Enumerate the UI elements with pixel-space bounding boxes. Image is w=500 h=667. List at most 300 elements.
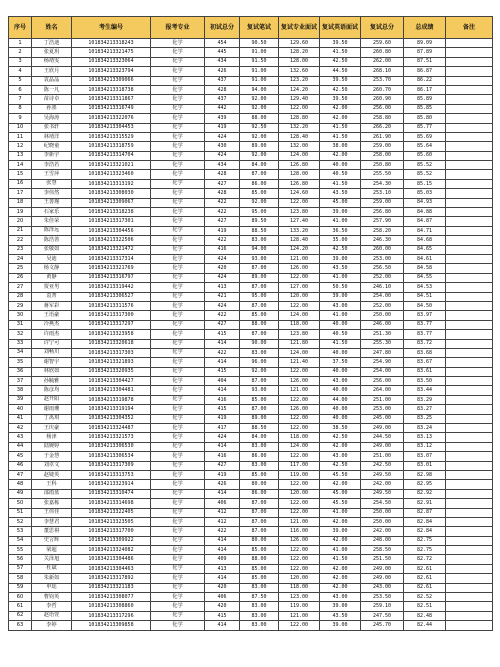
table-row <box>9 433 493 442</box>
cell-initial-score: 412 <box>205 508 240 517</box>
cell-name: 袁晶晶 <box>32 76 72 85</box>
cell-initial-score: 426 <box>205 67 240 76</box>
cell-remark <box>446 273 493 282</box>
cell-remark <box>446 414 493 423</box>
table-body <box>9 39 493 631</box>
cell-remark <box>446 76 493 85</box>
cell-major: 化学 <box>151 114 205 123</box>
cell-retest-total: 254.50 <box>361 499 404 508</box>
cell-name: 陈一凡 <box>32 85 72 94</box>
cell-major-interview: 123.80 <box>279 208 320 217</box>
cell-written: 86.00 <box>240 489 279 498</box>
cell-remark <box>446 179 493 188</box>
cell-exam-id: 101834213323460 <box>72 170 151 179</box>
cell-final-score: 86.22 <box>404 76 446 85</box>
cell-exam-id: 101834213323794 <box>72 67 151 76</box>
cell-english-interview: 40.00 <box>320 161 361 170</box>
cell-initial-score: 414 <box>205 574 240 583</box>
cell-seq: 59 <box>9 583 32 592</box>
cell-major: 化学 <box>151 386 205 395</box>
cell-name: 孙墨 <box>32 104 72 113</box>
cell-major: 化学 <box>151 405 205 414</box>
cell-final-score: 83.44 <box>404 386 446 395</box>
cell-name: 黄静 <box>32 273 72 282</box>
cell-written: 92.00 <box>240 367 279 376</box>
cell-written: 93.00 <box>240 386 279 395</box>
cell-written: 86.00 <box>240 452 279 461</box>
cell-final-score: 87.89 <box>404 48 446 57</box>
cell-final-score: 85.85 <box>404 104 446 113</box>
cell-written: 89.50 <box>240 217 279 226</box>
cell-initial-score: 414 <box>205 358 240 367</box>
cell-written: 94.00 <box>240 245 279 254</box>
cell-initial-score: 430 <box>205 142 240 151</box>
cell-remark <box>446 480 493 489</box>
cell-written: 89.00 <box>240 414 279 423</box>
cell-exam-id: 101834213306534 <box>72 452 151 461</box>
cell-final-score: 83.77 <box>404 330 446 339</box>
cell-seq: 38 <box>9 386 32 395</box>
cell-initial-score: 422 <box>205 311 240 320</box>
cell-retest-total: 247.50 <box>361 611 404 620</box>
cell-name: 李婷 <box>32 621 72 630</box>
cell-major: 化学 <box>151 123 205 132</box>
cell-initial-score: 426 <box>205 480 240 489</box>
cell-retest-total: 251.00 <box>361 395 404 404</box>
cell-name: 董思祺 <box>32 527 72 536</box>
table-row <box>9 424 493 433</box>
table-row <box>9 264 493 273</box>
cell-major-interview: 132.00 <box>279 142 320 151</box>
cell-retest-total: 245.70 <box>361 621 404 630</box>
cell-name: 冷燕杰 <box>32 320 72 329</box>
cell-retest-total: 242.00 <box>361 480 404 489</box>
cell-exam-id: 101834213318759 <box>72 142 151 151</box>
cell-english-interview: 41.00 <box>320 217 361 226</box>
cell-initial-score: 413 <box>205 564 240 573</box>
cell-final-score: 84.51 <box>404 292 446 301</box>
cell-major-interview: 122.00 <box>279 273 320 282</box>
cell-major-interview: 122.00 <box>279 621 320 630</box>
cell-retest-total: 253.50 <box>361 593 404 602</box>
cell-major-interview: 122.00 <box>279 546 320 555</box>
cell-name: 吴迪 <box>32 254 72 263</box>
cell-major: 化学 <box>151 57 205 66</box>
cell-seq: 10 <box>9 123 32 132</box>
cell-english-interview: 40.00 <box>320 367 361 376</box>
cell-major: 化学 <box>151 330 205 339</box>
cell-major: 化学 <box>151 414 205 423</box>
cell-final-score: 84.61 <box>404 254 446 263</box>
cell-remark <box>446 104 493 113</box>
cell-initial-score: 413 <box>205 283 240 292</box>
cell-name: 王欣月 <box>32 67 72 76</box>
cell-seq: 45 <box>9 452 32 461</box>
table-row <box>9 480 493 489</box>
cell-final-score: 82.61 <box>404 583 446 592</box>
cell-final-score: 85.52 <box>404 170 446 179</box>
cell-major: 化学 <box>151 170 205 179</box>
cell-name: 袁菁 <box>32 292 72 301</box>
cell-major: 化学 <box>151 452 205 461</box>
cell-written: 88.00 <box>240 114 279 123</box>
cell-retest-total: 256.00 <box>361 104 404 113</box>
cell-retest-total: 254.00 <box>361 292 404 301</box>
cell-initial-score: 414 <box>205 339 240 348</box>
cell-exam-id: 101834213304456 <box>72 226 151 235</box>
cell-exam-id: 101834213304481 <box>72 386 151 395</box>
cell-written: 87.00 <box>240 301 279 310</box>
cell-exam-id: 101834213318238 <box>72 208 151 217</box>
cell-seq: 43 <box>9 433 32 442</box>
header-major: 报考专业 <box>151 17 205 39</box>
table-row <box>9 57 493 66</box>
cell-seq: 17 <box>9 189 32 198</box>
cell-english-interview: 45.50 <box>320 470 361 479</box>
cell-name: 张敬如 <box>32 245 72 254</box>
cell-final-score: 84.50 <box>404 301 446 310</box>
cell-seq: 39 <box>9 395 32 404</box>
cell-name: 许雨杰 <box>32 330 72 339</box>
cell-written: 87.00 <box>240 527 279 536</box>
cell-exam-id: 101834213321472 <box>72 245 151 254</box>
cell-retest-total: 243.00 <box>361 583 404 592</box>
cell-remark <box>446 621 493 630</box>
table-row <box>9 442 493 451</box>
cell-written: 90.00 <box>240 339 279 348</box>
table-row <box>9 292 493 301</box>
cell-english-interview: 43.00 <box>320 452 361 461</box>
cell-retest-total: 250.00 <box>361 517 404 526</box>
cell-name: 梁超 <box>32 546 72 555</box>
cell-remark <box>446 245 493 254</box>
table-row <box>9 546 493 555</box>
cell-major: 化学 <box>151 104 205 113</box>
cell-final-score: 89.09 <box>404 39 446 48</box>
cell-name: 李伟然 <box>32 189 72 198</box>
cell-name: 石家乐 <box>32 208 72 217</box>
cell-seq: 63 <box>9 621 32 630</box>
cell-initial-score: 416 <box>205 452 240 461</box>
cell-seq: 4 <box>9 67 32 76</box>
cell-written: 92.00 <box>240 104 279 113</box>
table-row <box>9 320 493 329</box>
cell-seq: 51 <box>9 508 32 517</box>
cell-major-interview: 122.00 <box>279 301 320 310</box>
cell-english-interview: 42.00 <box>320 536 361 545</box>
table-row <box>9 76 493 85</box>
cell-remark <box>446 358 493 367</box>
table-row <box>9 161 493 170</box>
header-final-score: 总成绩 <box>404 17 446 39</box>
cell-seq: 1 <box>9 39 32 48</box>
cell-initial-score: 420 <box>205 602 240 611</box>
cell-initial-score: 420 <box>205 583 240 592</box>
cell-initial-score: 412 <box>205 517 240 526</box>
cell-initial-score: 434 <box>205 57 240 66</box>
cell-name: 陈浩善 <box>32 236 72 245</box>
cell-initial-score: 427 <box>205 320 240 329</box>
cell-major: 化学 <box>151 198 205 207</box>
cell-major: 化学 <box>151 583 205 592</box>
cell-written: 85.00 <box>240 470 279 479</box>
cell-exam-id: 101834213317309 <box>72 461 151 470</box>
cell-written: 89.00 <box>240 142 279 151</box>
cell-english-interview: 42.00 <box>320 104 361 113</box>
cell-retest-total: 254.90 <box>361 358 404 367</box>
cell-initial-score: 428 <box>205 189 240 198</box>
cell-major: 化学 <box>151 461 205 470</box>
cell-seq: 27 <box>9 283 32 292</box>
cell-exam-id: 101834213306530 <box>72 442 151 451</box>
cell-retest-total: 245.00 <box>361 414 404 423</box>
cell-written: 83.00 <box>240 348 279 357</box>
cell-name: 关泽旭 <box>32 555 72 564</box>
cell-initial-score: 416 <box>205 395 240 404</box>
cell-seq: 49 <box>9 489 32 498</box>
table-row <box>9 179 493 188</box>
cell-written: 91.00 <box>240 67 279 76</box>
cell-exam-id: 101834213314698 <box>72 499 151 508</box>
cell-major-interview: 119.00 <box>279 602 320 611</box>
cell-written: 83.00 <box>240 236 279 245</box>
cell-name: 刘卓文 <box>32 461 72 470</box>
cell-retest-total: 254.30 <box>361 179 404 188</box>
table-row <box>9 217 493 226</box>
cell-major-interview: 126.00 <box>279 377 320 386</box>
table-row <box>9 104 493 113</box>
table-row <box>9 189 493 198</box>
cell-english-interview: 41.00 <box>320 546 361 555</box>
cell-remark <box>446 320 493 329</box>
cell-written: 87.00 <box>240 330 279 339</box>
cell-seq: 31 <box>9 320 32 329</box>
cell-name: 邵雨蓝 <box>32 489 72 498</box>
table-row <box>9 245 493 254</box>
cell-major: 化学 <box>151 208 205 217</box>
cell-written: 88.50 <box>240 424 279 433</box>
cell-final-score: 85.03 <box>404 189 446 198</box>
cell-major: 化学 <box>151 442 205 451</box>
cell-remark <box>446 283 493 292</box>
cell-remark <box>446 395 493 404</box>
cell-major-interview: 118.00 <box>279 433 320 442</box>
cell-final-score: 82.72 <box>404 555 446 564</box>
cell-retest-total: 249.00 <box>361 424 404 433</box>
cell-written: 88.50 <box>240 226 279 235</box>
cell-exam-id: 101834213309067 <box>72 198 151 207</box>
cell-remark <box>446 564 493 573</box>
cell-english-interview: 45.00 <box>320 198 361 207</box>
cell-initial-score: 454 <box>205 39 240 48</box>
cell-remark <box>446 461 493 470</box>
cell-initial-score: 409 <box>205 555 240 564</box>
cell-retest-total: 250.00 <box>361 311 404 320</box>
cell-major-interview: 124.20 <box>279 85 320 94</box>
cell-major-interview: 122.00 <box>279 555 320 564</box>
cell-seq: 56 <box>9 555 32 564</box>
cell-major-interview: 122.00 <box>279 452 320 461</box>
cell-initial-score: 424 <box>205 254 240 263</box>
cell-name: 丁禹琪 <box>32 414 72 423</box>
cell-name: 杜斌 <box>32 564 72 573</box>
cell-initial-score: 419 <box>205 123 240 132</box>
header-name: 姓名 <box>32 17 72 39</box>
cell-seq: 29 <box>9 301 32 310</box>
cell-major: 化学 <box>151 151 205 160</box>
cell-final-score: 84.53 <box>404 283 446 292</box>
cell-major-interview: 126.00 <box>279 536 320 545</box>
cell-remark <box>446 264 493 273</box>
cell-final-score: 85.64 <box>404 142 446 151</box>
cell-name: 曹钧英 <box>32 593 72 602</box>
cell-exam-id: 101834213311576 <box>72 301 151 310</box>
cell-english-interview: 42.50 <box>320 85 361 94</box>
cell-major-interview: 121.00 <box>279 386 320 395</box>
cell-english-interview: 38.50 <box>320 424 361 433</box>
cell-exam-id: 101834213316749 <box>72 104 151 113</box>
cell-written: 83.00 <box>240 442 279 451</box>
cell-exam-id: 101834213324487 <box>72 424 151 433</box>
cell-english-interview: 42.50 <box>320 433 361 442</box>
cell-major-interview: 124.20 <box>279 245 320 254</box>
cell-exam-id: 101834213324082 <box>72 546 151 555</box>
cell-exam-id: 101834213304453 <box>72 123 151 132</box>
cell-seq: 53 <box>9 527 32 536</box>
table-row <box>9 470 493 479</box>
cell-initial-score: 434 <box>205 161 240 170</box>
cell-exam-id: 101834213308860 <box>72 602 151 611</box>
cell-seq: 47 <box>9 470 32 479</box>
cell-major: 化学 <box>151 245 205 254</box>
cell-major: 化学 <box>151 536 205 545</box>
cell-retest-total: 259.00 <box>361 142 404 151</box>
table-row <box>9 489 493 498</box>
cell-final-score: 83.68 <box>404 348 446 357</box>
header-row <box>9 17 493 39</box>
cell-name: 陆婉婷 <box>32 442 72 451</box>
cell-final-score: 83.12 <box>404 442 446 451</box>
cell-final-score: 84.55 <box>404 273 446 282</box>
cell-major-interview: 127.40 <box>279 217 320 226</box>
cell-exam-id: 101834213320935 <box>72 367 151 376</box>
cell-name: 贾亚男 <box>32 283 72 292</box>
cell-seq: 33 <box>9 339 32 348</box>
cell-seq: 2 <box>9 48 32 57</box>
cell-written: 92.50 <box>240 123 279 132</box>
cell-exam-id: 101834213304427 <box>72 377 151 386</box>
cell-major: 化学 <box>151 217 205 226</box>
cell-written: 88.00 <box>240 555 279 564</box>
cell-exam-id: 101834213314704 <box>72 151 151 160</box>
cell-retest-total: 261.90 <box>361 132 404 141</box>
cell-major-interview: 122.00 <box>279 564 320 573</box>
cell-exam-id: 101834213321573 <box>72 433 151 442</box>
cell-remark <box>446 546 493 555</box>
cell-exam-id: 101834213319194 <box>72 405 151 414</box>
table-row <box>9 67 493 76</box>
cell-final-score: 83.29 <box>404 395 446 404</box>
cell-final-score: 83.67 <box>404 358 446 367</box>
cell-final-score: 82.75 <box>404 546 446 555</box>
cell-initial-score: 419 <box>205 414 240 423</box>
cell-name: 苗诗卓 <box>32 95 72 104</box>
cell-exam-id: 101834213319878 <box>72 395 151 404</box>
cell-written: 95.00 <box>240 292 279 301</box>
table-row <box>9 170 493 179</box>
cell-seq: 60 <box>9 593 32 602</box>
cell-exam-id: 101834213322076 <box>72 114 151 123</box>
cell-initial-score: 415 <box>205 405 240 414</box>
cell-retest-total: 260.70 <box>361 85 404 94</box>
cell-seq: 14 <box>9 161 32 170</box>
cell-major: 化学 <box>151 273 205 282</box>
cell-written: 85.00 <box>240 564 279 573</box>
cell-remark <box>446 555 493 564</box>
cell-major: 化学 <box>151 311 205 320</box>
cell-remark <box>446 48 493 57</box>
cell-written: 92.00 <box>240 95 279 104</box>
cell-major: 化学 <box>151 348 205 357</box>
cell-retest-total: 254.00 <box>361 367 404 376</box>
cell-written: 85.00 <box>240 311 279 320</box>
cell-written: 92.00 <box>240 132 279 141</box>
cell-remark <box>446 424 493 433</box>
cell-retest-total: 247.80 <box>361 348 404 357</box>
cell-written: 87.00 <box>240 264 279 273</box>
cell-exam-id: 101834213309858 <box>72 621 151 630</box>
cell-seq: 40 <box>9 405 32 414</box>
cell-seq: 26 <box>9 273 32 282</box>
cell-final-score: 83.01 <box>404 461 446 470</box>
cell-major: 化学 <box>151 226 205 235</box>
cell-final-score: 82.87 <box>404 508 446 517</box>
cell-major: 化学 <box>151 76 205 85</box>
cell-exam-id: 101834213313753 <box>72 470 151 479</box>
table-row <box>9 254 493 263</box>
table-row <box>9 583 493 592</box>
cell-name: 蒋军彩 <box>32 301 72 310</box>
cell-major-interview: 122.00 <box>279 499 320 508</box>
cell-seq: 12 <box>9 142 32 151</box>
cell-seq: 34 <box>9 348 32 357</box>
cell-initial-score: 424 <box>205 433 240 442</box>
cell-exam-id: 101834213323958 <box>72 330 151 339</box>
cell-initial-score: 424 <box>205 273 240 282</box>
cell-written: 83.00 <box>240 611 279 620</box>
header-retest-total: 复试总分 <box>361 17 404 39</box>
cell-name: 朱佳荣 <box>32 217 72 226</box>
table-row <box>9 461 493 470</box>
cell-exam-id: 101834213323914 <box>72 480 151 489</box>
cell-written: 96.00 <box>240 358 279 367</box>
cell-final-score: 84.58 <box>404 264 446 273</box>
cell-major: 化学 <box>151 480 205 489</box>
cell-retest-total: 253.00 <box>361 405 404 414</box>
cell-remark <box>446 611 493 620</box>
cell-initial-score: 439 <box>205 114 240 123</box>
cell-major-interview: 124.00 <box>279 311 320 320</box>
table-row <box>9 48 493 57</box>
cell-remark <box>446 226 493 235</box>
cell-initial-score: 414 <box>205 489 240 498</box>
cell-english-interview: 42.50 <box>320 461 361 470</box>
cell-initial-score: 414 <box>205 386 240 395</box>
cell-remark <box>446 132 493 141</box>
cell-major-interview: 123.80 <box>279 330 320 339</box>
cell-major-interview: 129.60 <box>279 39 320 48</box>
cell-seq: 3 <box>9 57 32 66</box>
